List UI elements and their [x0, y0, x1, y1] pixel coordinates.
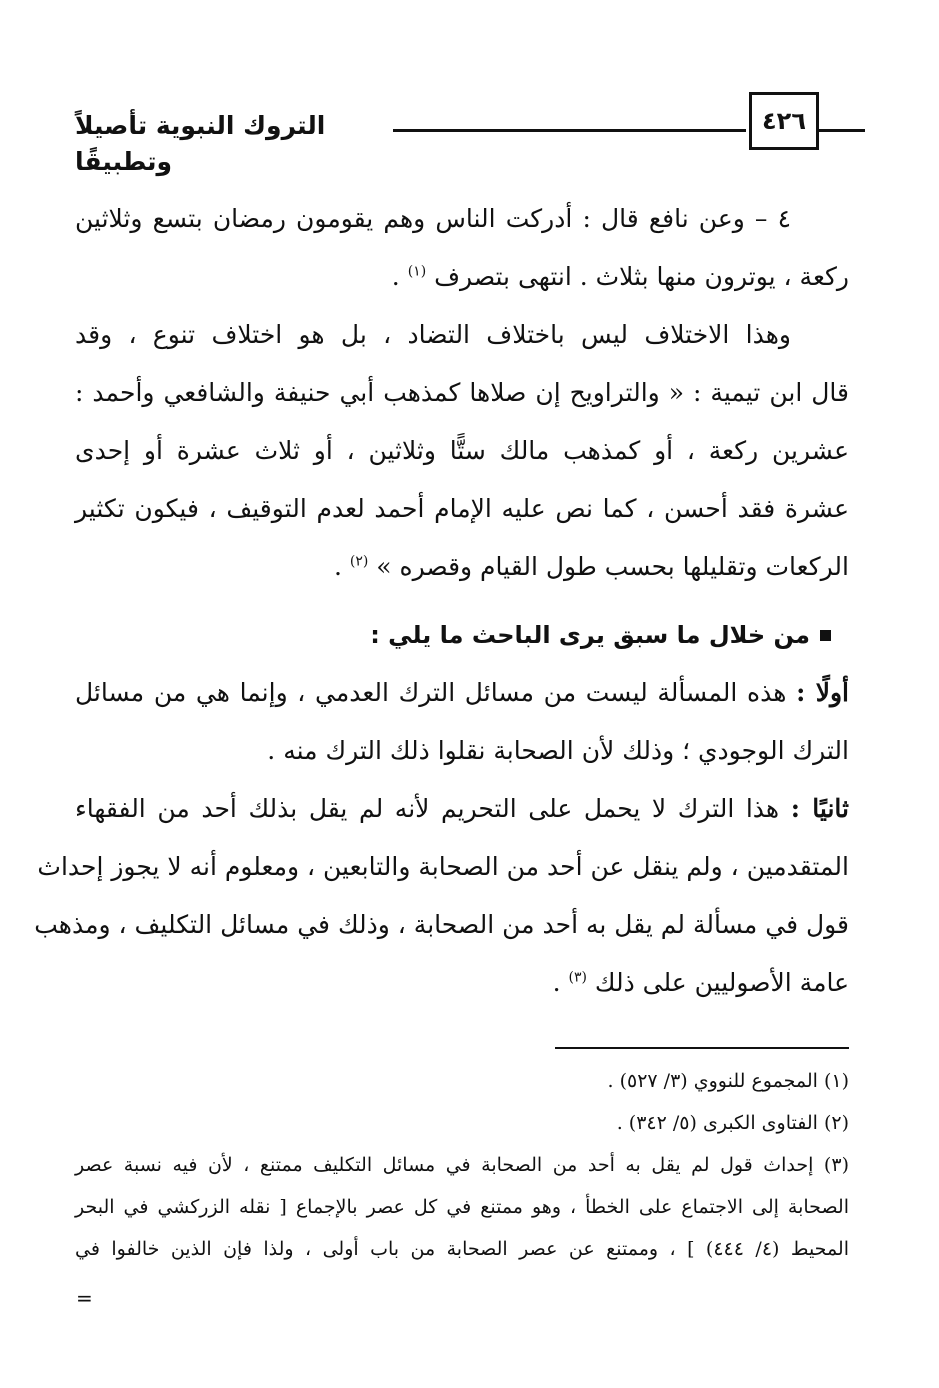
- paragraph-3-line-2: الترك الوجودي ؛ وذلك لأن الصحابة نقلوا ذلك الترك منه .: [267, 736, 849, 765]
- paragraph-2-line-5-end: .: [333, 552, 350, 581]
- footnotes: [75, 1060, 849, 1270]
- footnote-separator: [555, 1047, 849, 1049]
- footnote-ref-3: (٣): [568, 969, 587, 986]
- section-heading-text: من خلال ما سبق يرى الباحث ما يلي :: [370, 621, 810, 649]
- paragraph-2: [75, 306, 849, 596]
- paragraph-4-line-1-text: هذا الترك لا يحمل على التحريم لأنه لم يقل بذلك أحد من الفقهاء: [75, 794, 791, 823]
- paragraph-3-lead: أولًا :: [796, 678, 849, 707]
- paragraph-2-line-1: وهذا الاختلاف ليس باختلاف التضاد ، بل هو اختلاف تنوع ، وقد: [75, 320, 791, 349]
- paragraph-4: [34, 780, 849, 1012]
- page-number: ٤٢٦: [749, 92, 819, 150]
- paragraph-1-line-2-end: .: [391, 262, 408, 291]
- paragraph-4-lead: ثانيًا :: [790, 794, 849, 823]
- paragraph-3: [75, 664, 849, 780]
- main-text: [34, 190, 849, 1012]
- footnote-3-line-2: الصحابة إلى الاجتماع على الخطأ ، وهو ممتنع في كل عصر بالإجماع [ نقله الزركشي في البحر: [75, 1196, 849, 1218]
- paragraph-3-line-1-text: هذه المسألة ليست من مسائل الترك العدمي ، وإنما هي من مسائل: [75, 678, 797, 707]
- footnote-ref-2: (٢): [349, 553, 369, 570]
- footnote-3-line-3: المحيط (٤/ ٤٤٤) ] ، وممتنع عن عصر الصحابة من باب أولى ، ولذا فإن الذين خالفوا في: [75, 1238, 849, 1260]
- paragraph-2-line-2: قال ابن تيمية : « والتراويح إن صلاها كمذهب أبي حنيفة والشافعي وأحمد :: [75, 378, 849, 407]
- paragraph-4-line-2: المتقدمين ، ولم ينقل عن أحد من الصحابة والتابعين ، ومعلوم أنه لا يجوز إحداث: [37, 852, 849, 881]
- paragraph-4-line-4-text: عامة الأصوليين على ذلك: [594, 968, 849, 997]
- section-heading: [75, 606, 849, 664]
- page-header: [75, 92, 865, 176]
- header-rule-right: [819, 129, 865, 132]
- continuation-mark: =: [76, 1286, 93, 1310]
- footnote-1: (١) المجموع للنووي (٣/ ٥٢٧) .: [607, 1070, 849, 1092]
- paragraph-2-line-5: [75, 538, 849, 596]
- paragraph-2-line-4: عشرة فقد أحسن ، كما نص عليه الإمام أحمد لعدم التوقيف ، فيكون تكثير: [75, 494, 849, 523]
- square-bullet-icon: [820, 630, 831, 641]
- footnote-2: (٢) الفتاوى الكبرى (٥/ ٣٤٢) .: [616, 1112, 849, 1134]
- header-rule-left: [393, 129, 746, 132]
- paragraph-1: [75, 190, 849, 306]
- paragraph-4-line-3: قول في مسألة لم يقل به أحد من الصحابة ، وذلك في مسائل التكليف ، ومذهب: [34, 910, 849, 939]
- footnote-3-line-1: (٣) إحداث قول لم يقل به أحد من الصحابة في مسائل التكليف ممتنع ، لأن فيه نسبة عصر: [75, 1154, 849, 1176]
- footnote-ref-1: (١): [407, 263, 427, 280]
- running-title: التروك النبوية تأصيلاً وتطبيقًا: [75, 111, 326, 176]
- paragraph-2-line-3: عشرين ركعة ، أو كمذهب مالك ستًّا وثلاثين ، أو ثلاث عشرة أو إحدى: [75, 436, 849, 465]
- paragraph-4-line-4: [75, 954, 849, 1012]
- paragraph-1-line-2: [75, 248, 849, 306]
- paragraph-1-line-1: ٤ – وعن نافع قال : أدركت الناس وهم يقومون رمضان بتسع وثلاثين: [75, 204, 791, 233]
- paragraph-4-line-1: [75, 780, 849, 838]
- paragraph-3-line-1: [75, 664, 849, 722]
- paragraph-2-line-5-text: الركعات وتقليلها بحسب طول القيام وقصره »: [376, 552, 849, 581]
- paragraph-4-line-4-end: .: [552, 968, 569, 997]
- paragraph-1-line-2-text: ركعة ، يوترون منها بثلاث . انتهى بتصرف: [434, 262, 849, 291]
